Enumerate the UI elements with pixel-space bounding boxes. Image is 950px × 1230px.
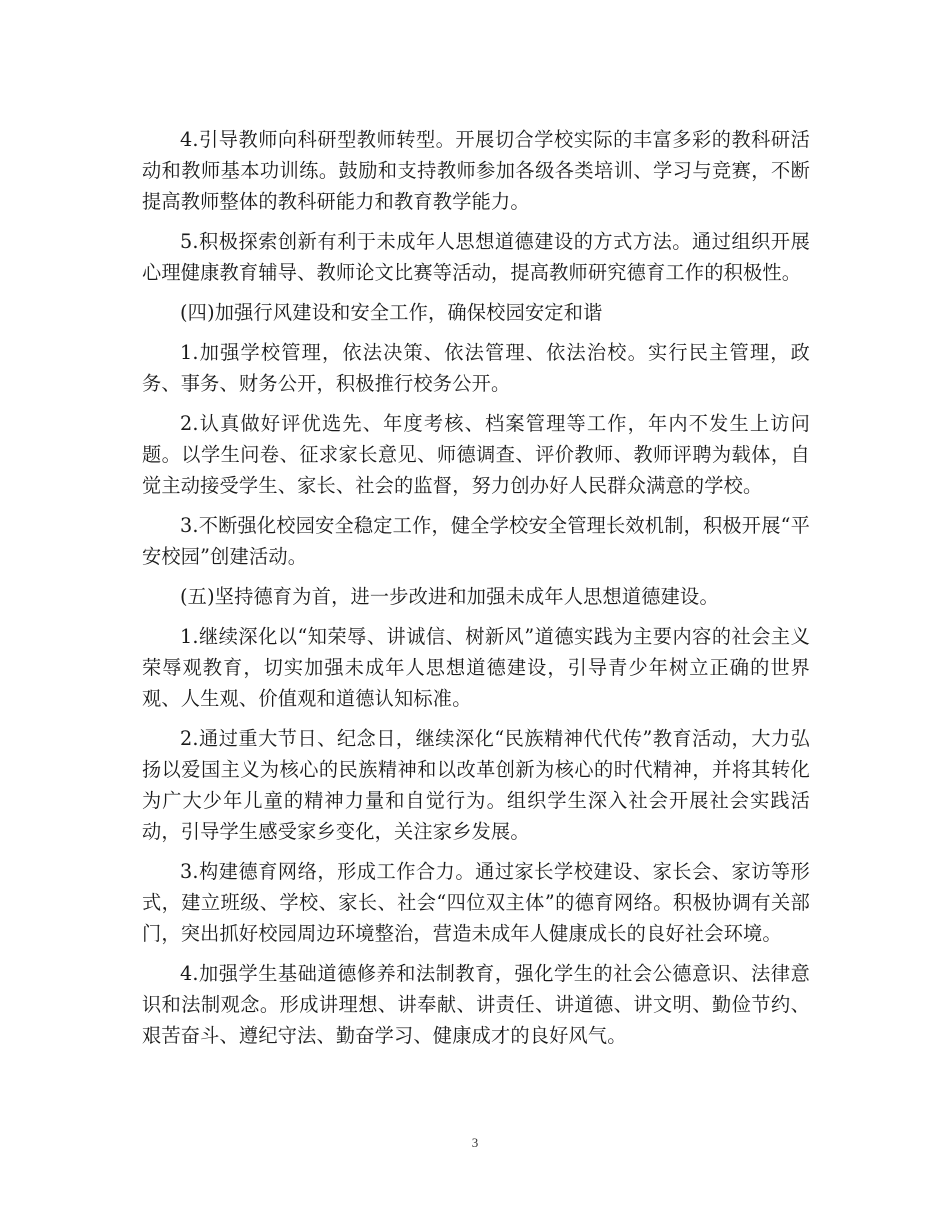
- paragraph-item-3-moral-network: 3.构建德育网络，形成工作合力。通过家长学校建设、家长会、家访等形式，建立班级、学校、家长、社会“四位双主体”的德育网络。积极协调有关部门，突出抓好校园周边环境整治，营造未成年人健康成长的良好社会环境。: [142, 860, 810, 945]
- paragraph-item-1-honor-education: 1.继续深化以“知荣辱、讲诚信、树新风”道德实践为主要内容的社会主义荣辱观教育，切实加强未成年人思想道德建设，引导青少年树立正确的世界观、人生观、价值观和道德认知标准。: [142, 625, 810, 710]
- page-number: 3: [471, 1135, 479, 1150]
- paragraph-item-4-teacher-transition: 4.引导教师向科研型教师转型。开展切合学校实际的丰富多彩的教科研活动和教师基本功训练。鼓励和支持教师参加各级各类培训、学习与竞赛，不断提高教师整体的教科研能力和教育教学能力。: [142, 128, 810, 213]
- paragraph-item-4-legal-education: 4.加强学生基础道德修养和法制教育，强化学生的社会公德意识、法律意识和法制观念。形成讲理想、讲奉献、讲责任、讲道德、讲文明、勤俭节约、艰苦奋斗、遵纪守法、勤奋学习、健康成才的良好风气。: [142, 962, 810, 1047]
- document-body: [142, 124, 810, 1051]
- paragraph-item-5-moral-education-methods: 5.积极探索创新有利于未成年人思想道德建设的方式方法。通过组织开展心理健康教育辅导、教师论文比赛等活动，提高教师研究德育工作的积极性。: [142, 230, 810, 284]
- section-heading-5: (五)坚持德育为首，进一步改进和加强未成年人思想道德建设。: [180, 585, 719, 608]
- paragraph-item-2-evaluation-work: 2.认真做好评优选先、年度考核、档案管理等工作，年内不发生上访问题。以学生问卷、征求家长意见、师德调查、评价教师、教师评聘为载体，自觉主动接受学生、家长、社会的监督，努力创办好人民群众满意的学校。: [142, 412, 810, 497]
- section-heading-4: (四)加强行风建设和安全工作，确保校园安定和谐: [180, 301, 603, 324]
- paragraph-item-2-national-spirit: 2.通过重大节日、纪念日，继续深化“民族精神代代传”教育活动，大力弘扬以爱国主义为核心的民族精神和以改革创新为核心的时代精神，并将其转化为广大少年儿童的精神力量和自觉行为。组织学生深入社会开展社会实践活动，引导学生感受家乡变化，关注家乡发展。: [142, 727, 810, 843]
- paragraph-item-3-campus-safety: 3.不断强化校园安全稳定工作，健全学校安全管理长效机制，积极开展“平安校园”创建活动。: [142, 514, 810, 568]
- paragraph-item-1-school-management: 1.加强学校管理，依法决策、依法管理、依法治校。实行民主管理，政务、事务、财务公开，积极推行校务公开。: [142, 341, 810, 395]
